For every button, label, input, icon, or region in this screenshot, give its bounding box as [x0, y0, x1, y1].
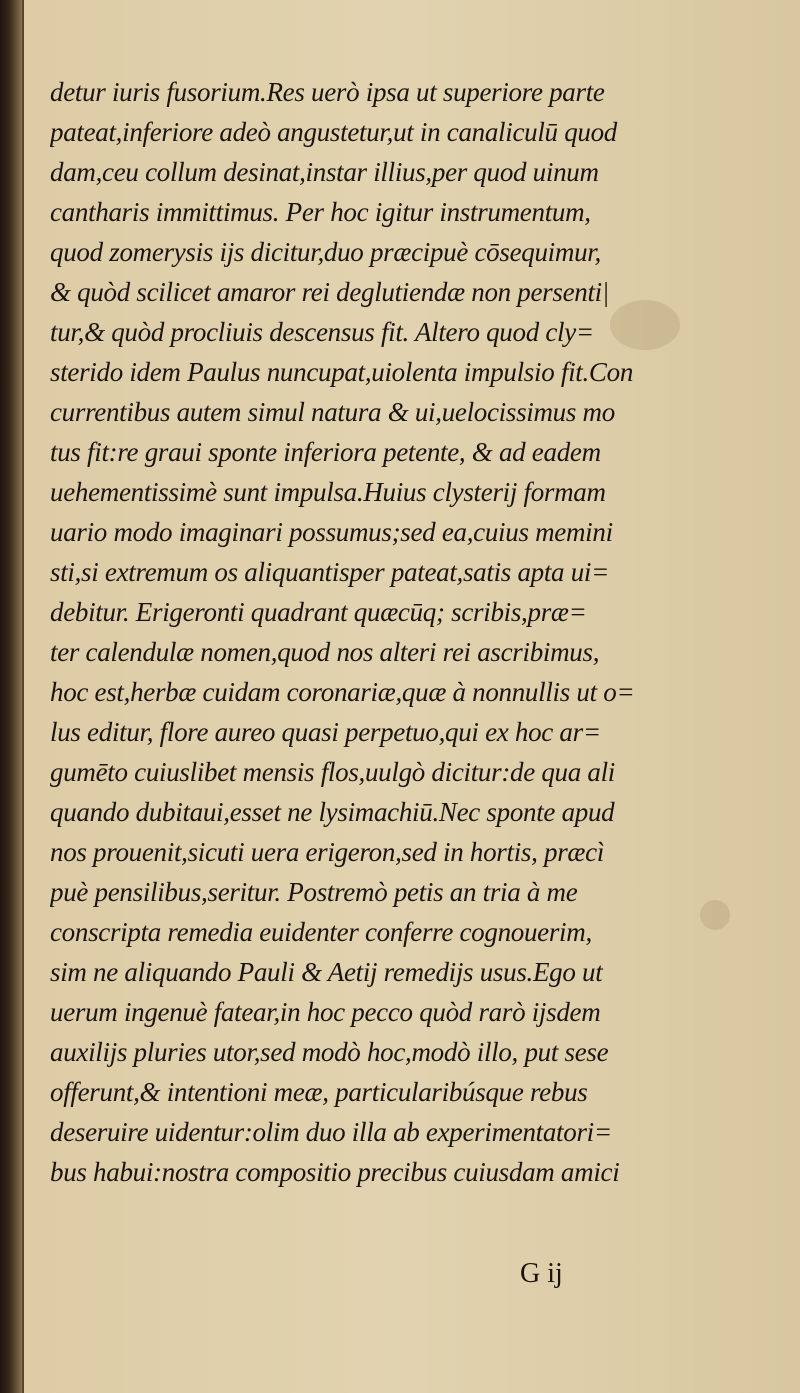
gutter-edge: [22, 0, 24, 1393]
text-line: nos prouenit,sicuti uera erigeron,sed in hortis, præcì: [50, 837, 605, 867]
text-line: & quòd scilicet amaror rei deglutiendæ non persenti|: [50, 277, 610, 307]
text-line: lus editur, flore aureo quasi perpetuo,qui ex hoc ar=: [50, 717, 601, 747]
text-line: ter calendulæ nomen,quod nos alteri rei ascribimus,: [50, 637, 600, 667]
text-line: offerunt,& intentioni meæ, particularibúsque rebus: [50, 1077, 588, 1107]
binding-gutter: [0, 0, 22, 1393]
text-line: sti,si extremum os aliquantisper pateat,satis apta ui=: [50, 557, 610, 587]
text-line: debitur. Erigeronti quadrant quæcūq; scribis,præ=: [50, 597, 587, 627]
text-line: dam,ceu collum desinat,instar illius,per quod uinum: [50, 157, 599, 187]
text-line: quando dubitaui,esset ne lysimachiū.Nec sponte apud: [50, 797, 615, 827]
text-line: detur iuris fusorium.Res uerò ipsa ut superiore parte: [50, 77, 605, 107]
text-line: sim ne aliquando Pauli & Aetij remedijs usus.Ego ut: [50, 957, 603, 987]
text-line: uerum ingenuè fatear,in hoc pecco quòd rarò ijsdem: [50, 997, 601, 1027]
signature-mark: G ij: [520, 1258, 563, 1289]
text-line: uehementissimè sunt impulsa.Huius clysterij formam: [50, 477, 606, 507]
text-line: tur,& quòd procliuis descensus fit. Altero quod cly=: [50, 317, 594, 347]
paper-stain: [700, 900, 730, 930]
text-line: pateat,inferiore adeò angustetur,ut in canaliculū quod: [50, 117, 617, 147]
text-line: gumēto cuiuslibet mensis flos,uulgò dicitur:de qua ali: [50, 757, 615, 787]
text-line: sterido idem Paulus nuncupat,uiolenta impulsio fit.Con: [50, 357, 634, 387]
text-line: deseruire uidentur:olim duo illa ab experimentatori=: [50, 1117, 612, 1147]
text-line: conscripta remedia euidenter conferre cognouerim,: [50, 917, 592, 947]
latin-text-block: [50, 72, 690, 1192]
text-line: cantharis immittimus. Per hoc igitur instrumentum,: [50, 197, 591, 227]
text-line: tus fit:re graui sponte inferiora petente, & ad eadem: [50, 437, 601, 467]
text-line: quod zomerysis ijs dicitur,duo præcipuè cōsequimur,: [50, 237, 601, 267]
text-line: auxilijs pluries utor,sed modò hoc,modò illo, put sese: [50, 1037, 609, 1067]
text-line: uario modo imaginari possumus;sed ea,cuius memini: [50, 517, 613, 547]
text-line: currentibus autem simul natura & ui,uelocissimus mo: [50, 397, 615, 427]
text-line: puè pensilibus,seritur. Postremò petis an tria à me: [50, 877, 578, 907]
text-line: hoc est,herbæ cuidam coronariæ,quæ à nonnullis ut o=: [50, 677, 635, 707]
text-line: bus habui:nostra compositio precibus cuiusdam amici: [50, 1157, 620, 1187]
